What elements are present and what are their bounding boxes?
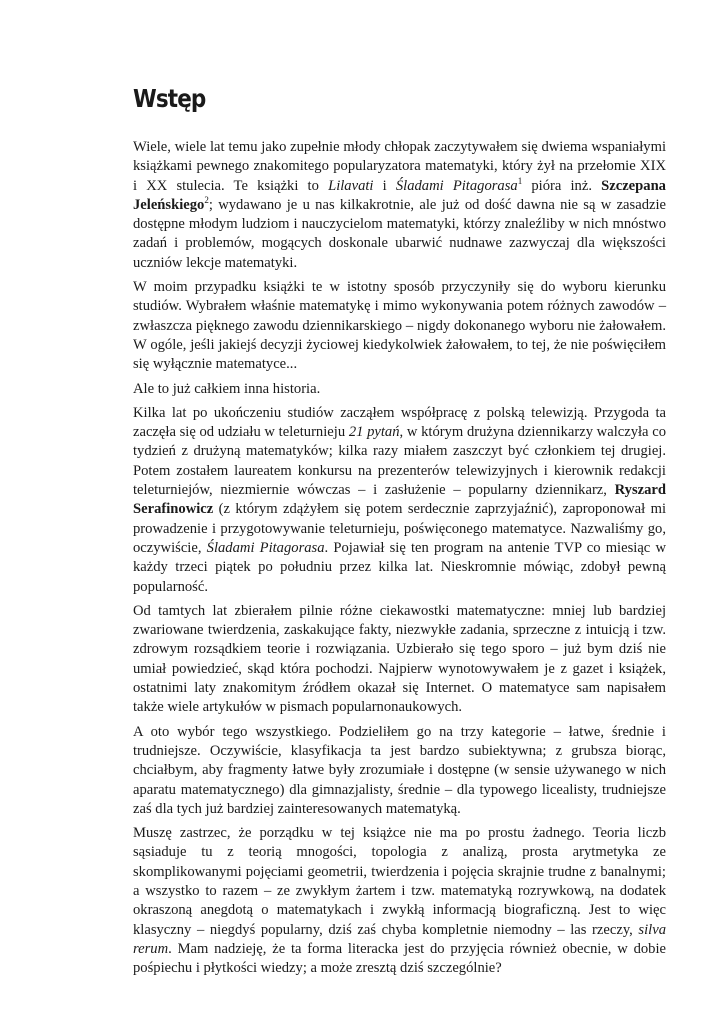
author-name: Szczepana Jeleńskiego <box>133 177 666 213</box>
show-title-sladami-pitagorasa: Śladami Pitagorasa <box>206 539 325 556</box>
paragraph-5: Od tamtych lat zbierałem pilnie różne ciekawostki matematyczne: mniej lub bardziej zwariowane twierdzenia, zaskakujące fakty, niezwykłe zadania, sprzeczne z intuicją i tzw. zdrowym rozsądkiem teorie i rozwiązania. Uzbierało się tego sporo – już bym dziś nie umiał powiedzieć, skąd która pochodzi. Najpierw wynotowywałem je z gazet i książek, ostatnimi laty znakomitym źródłem okazał się Internet. O matematyce sam napisałem także wiele artykułów w pismach popularnonaukowych. <box>133 602 666 716</box>
paragraph-7 <box>133 824 666 978</box>
paragraph-3: Ale to już całkiem inna historia. <box>133 380 321 397</box>
footnote-marker-2: 2 <box>204 194 209 205</box>
paragraph-4 <box>133 404 666 597</box>
chapter-title: Wstęp <box>133 84 206 113</box>
text-run: . Mam nadzieję, że ta forma literacka jest do przyjęcia również obecnie, w dobie pośpiechu i płytkości wiedzy; a może zresztą dziś szczególnie? <box>133 940 666 977</box>
show-title-21-pytan: 21 pytań <box>348 424 400 441</box>
paragraph-1 <box>133 138 666 273</box>
text-run: Kilka lat po ukończeniu studiów zacząłem współpracę z polską telewizją. Przygoda ta zaczęła się od udziału w teleturnieju <box>133 404 666 441</box>
footnote-marker-1: 1 <box>517 175 523 186</box>
text-run: Wiele, wiele lat temu jako zupełnie młody chłopak zaczytywałem się dwiema wspaniałymi książkami pewnego znakomitego popularyzatora matematyki, który żył na przełomie XIX i XX stulecia. Te książki to <box>133 139 666 194</box>
person-name: Ryszard Serafinowicz <box>133 482 666 518</box>
text-run: . Pojawiał się ten program na antenie TVP co miesiąc w każdy trzeci piątek po południu przez kilka lat. Nieskromnie mówiąc, zdobył pewną popularność. <box>133 539 666 595</box>
paragraph-2: W moim przypadku książki te w istotny sposób przyczyniły się do wyboru kierunku studiów. Wybrałem właśnie matematykę i mimo wykonywania potem różnych zawodów – zwłaszcza pięknego zawodu dziennikarskiego – nigdy dokonanego wyboru nie żałowałem. W ogóle, jeśli jakiejś decyzji życiowej kiedykolwiek żałowałem, to tej, że nie poświęciłem się wyłącznie matematyce... <box>133 279 666 373</box>
book-title-sladami-pitagorasa: Śladami Pitagorasa <box>395 177 518 194</box>
latin-phrase: silva rerum <box>133 921 666 957</box>
text-run: ; wydawano je u nas kilkakrotnie, ale już od dość dawna nie są w zasadzie dostępne młodym ludziom i nauczycielom matematyki, którzy znaleźliby w nich mnóstwo zadań i problemów, mogących doskonale ubarwić nudnawe zazwyczaj dla większości uczniów lekcje matematyki. <box>133 196 666 271</box>
text-run: Muszę zastrzec, że porządku w tej książce nie ma po prostu żadnego. Teoria liczb sąsiaduje tu z teorią mnogości, topologia z analizą, prosta arytmetyka ze skomplikowanymi pojęciami geometrii, twierdzenia i pojęcia skrajnie trudne z banalnymi; a wszystko to razem – ze zwykłym żartem i tzw. matematyką rozrywkową, na dodatek okraszoną anegdotą o matematykach i zwykłą informacją biograficzną. Jest to więc klasyczny – niegdyś popularny, dziś zaś chyba kompletnie niemodny – las rzeczy, <box>133 825 666 938</box>
text-run: pióra inż. <box>522 177 602 194</box>
text-run: i <box>373 177 396 194</box>
book-title-lilavati: Lilavati <box>328 177 374 194</box>
text-run: (z którym zdążyłem się potem serdecznie zaprzyjaźnić), zaproponował mi prowadzenie i przygotowywanie teleturnieju, poświęconego matematyce. Nazwaliśmy go, oczywiście, <box>133 501 666 556</box>
paragraph-6: A oto wybór tego wszystkiego. Podzieliłem go na trzy kategorie – łatwe, średnie i trudniejsze. Oczywiście, klasyfikacja ta jest bardzo subiektywna; z grubsza biorąc, chciałbym, aby fragmenty łatwe były zrozumiałe i dostępne (w sensie używanego w nich aparatu matematycznego) dla gimnazjalisty, średnie – dla typowego licealisty, trudniejsze zaś dla tych już bardziej zainteresowanych matematyką. <box>133 723 666 817</box>
text-run: , w którym drużyna dziennikarzy walczyła co tydzień z drużyną matematyków; kilka razy miałem zaszczyt być członkiem tej drugiej. Potem zostałem laureatem konkursu na prezenterów telewizyjnych i kierownik redakcji teleturniejów, niezmiernie wówczas – i zasłużenie – popularny dziennikarz, <box>133 424 666 499</box>
chapter-body <box>133 138 666 978</box>
